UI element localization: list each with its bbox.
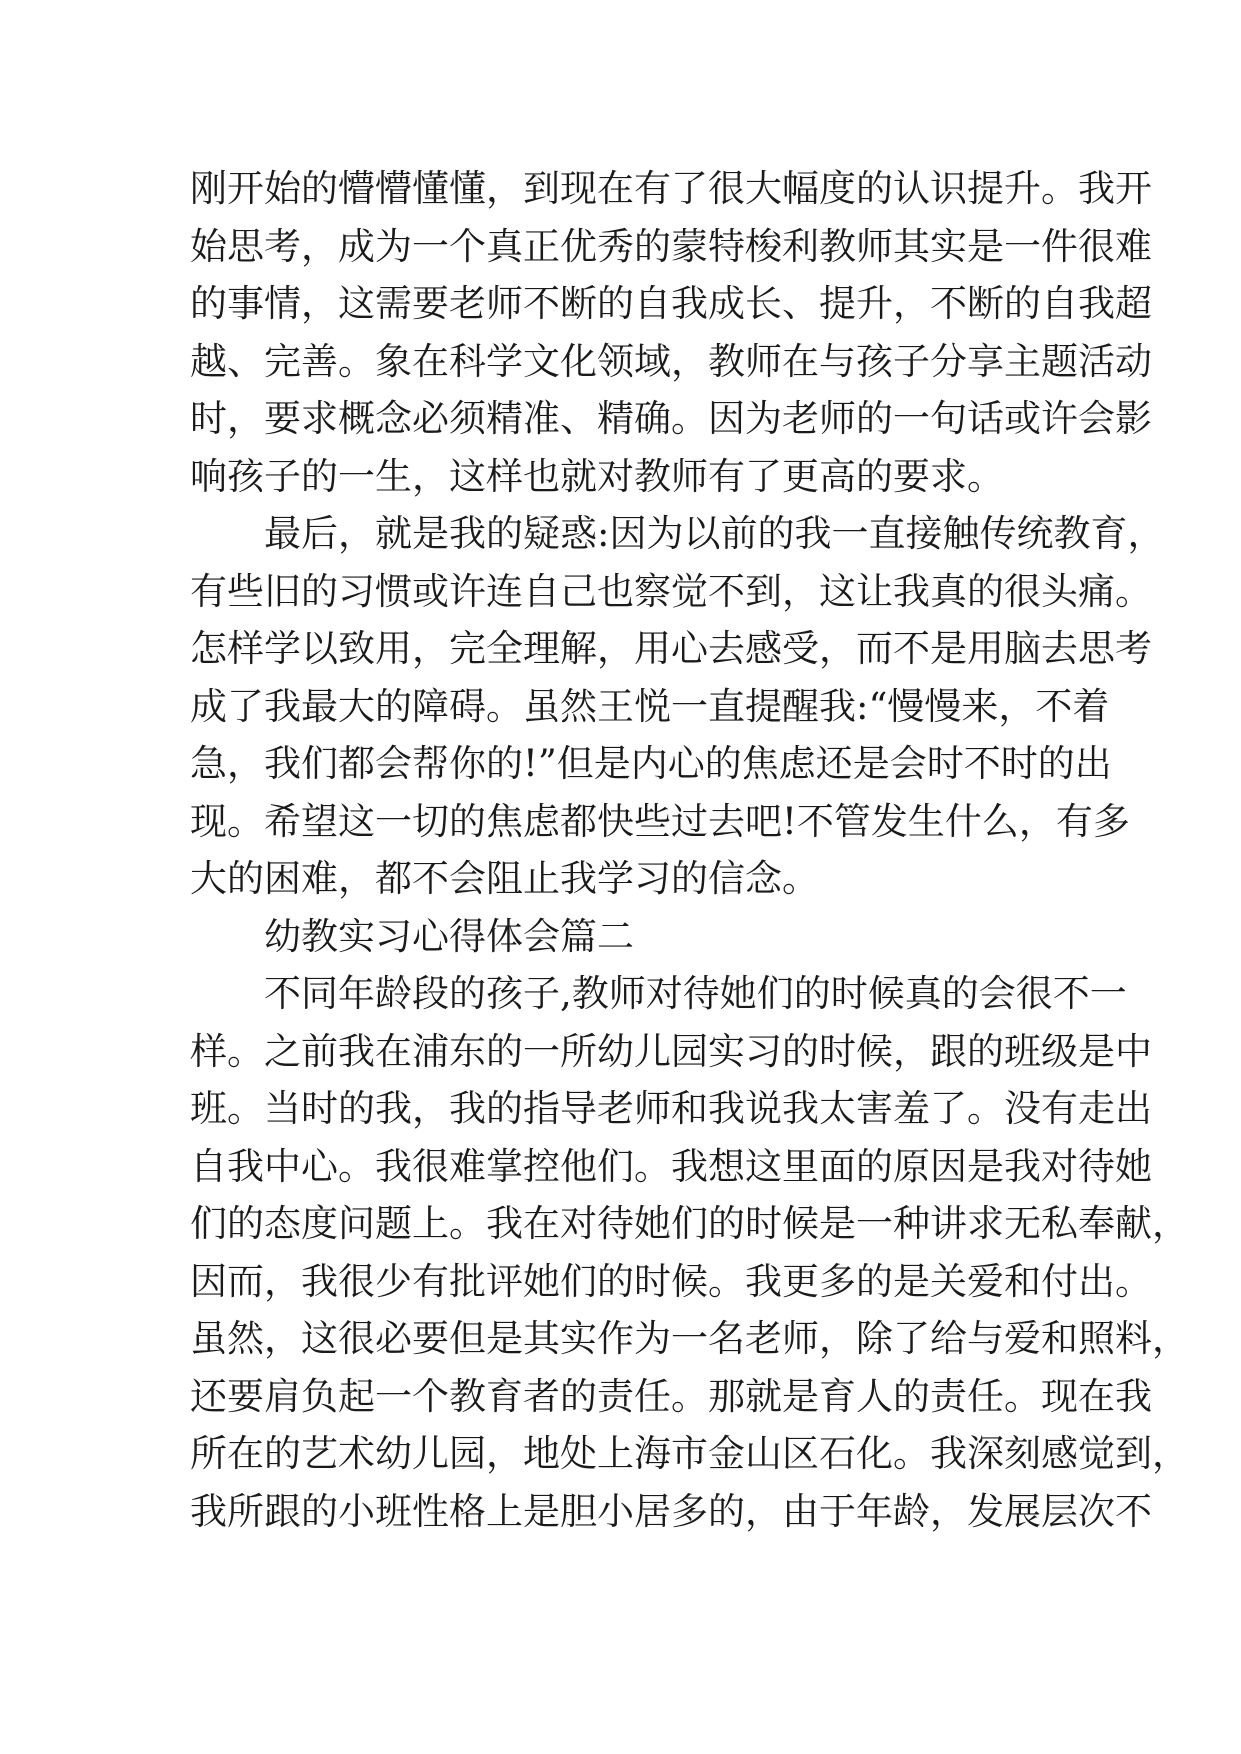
text-line: 大的困难，都不会阻止我学习的信念。 [190,857,819,900]
text-line: 自我中心。我很难掌控他们。我想这里面的原因是我对待她 [190,1144,1152,1188]
text-line: 始思考，成为一个真正优秀的蒙特梭利教师其实是一件很难 [190,224,1152,268]
text-line: 们的态度问题上。我在对待她们的时候是一种讲求无私奉献， [190,1202,1189,1245]
text-line: 越、完善。象在科学文化领域，教师在与孩子分享主题活动 [190,339,1152,383]
paragraph-start-line: 不同年龄段的孩子,教师对待她们的时候真的会很不一 [264,972,1127,1015]
text-line: 有些旧的习惯或许连自己也察觉不到，这让我真的很头痛。 [190,569,1152,613]
text-line: 还要肩负起一个教育者的责任。那就是育人的责任。现在我 [190,1374,1152,1418]
text-line: 的事情，这需要老师不断的自我成长、提升，不断的自我超 [190,282,1152,325]
text-line: 我所跟的小班性格上是胆小居多的，由于年龄，发展层次不 [190,1489,1152,1533]
text-line: 现。希望这一切的焦虑都快些过去吧!不管发生什么，有多 [190,799,1130,843]
paragraph-start-line: 最后，就是我的疑惑:因为以前的我一直接触传统教育， [264,512,1165,555]
text-line: 虽然，这很必要但是其实作为一名老师，除了给与爱和照料， [190,1317,1189,1360]
text-line: 时，要求概念必须精准、精确。因为老师的一句话或许会影 [190,397,1152,440]
section-heading: 幼教实习心得体会篇二 [264,914,634,958]
text-line: 所在的艺术幼儿园，地处上海市金山区石化。我深刻感觉到， [190,1432,1189,1475]
text-line: 刚开始的懵懵懂懂，到现在有了很大幅度的认识提升。我开 [190,167,1152,210]
text-line: 成了我最大的障碍。虽然王悦一直提醒我:“慢慢来，不着 [190,684,1110,728]
text-line: 急，我们都会帮你的!”但是内心的焦虑还是会时不时的出 [190,742,1112,785]
text-line: 因而，我很少有批评她们的时候。我更多的是关爱和付出。 [190,1259,1152,1303]
document-body [190,160,1189,1540]
text-line: 响孩子的一生，这样也就对教师有了更高的要求。 [190,454,1004,498]
text-line: 样。之前我在浦东的一所幼儿园实习的时候，跟的班级是中 [190,1029,1152,1073]
text-line: 班。当时的我，我的指导老师和我说我太害羞了。没有走出 [190,1087,1152,1130]
text-line: 怎样学以致用，完全理解，用心去感受，而不是用脑去思考 [190,627,1152,670]
